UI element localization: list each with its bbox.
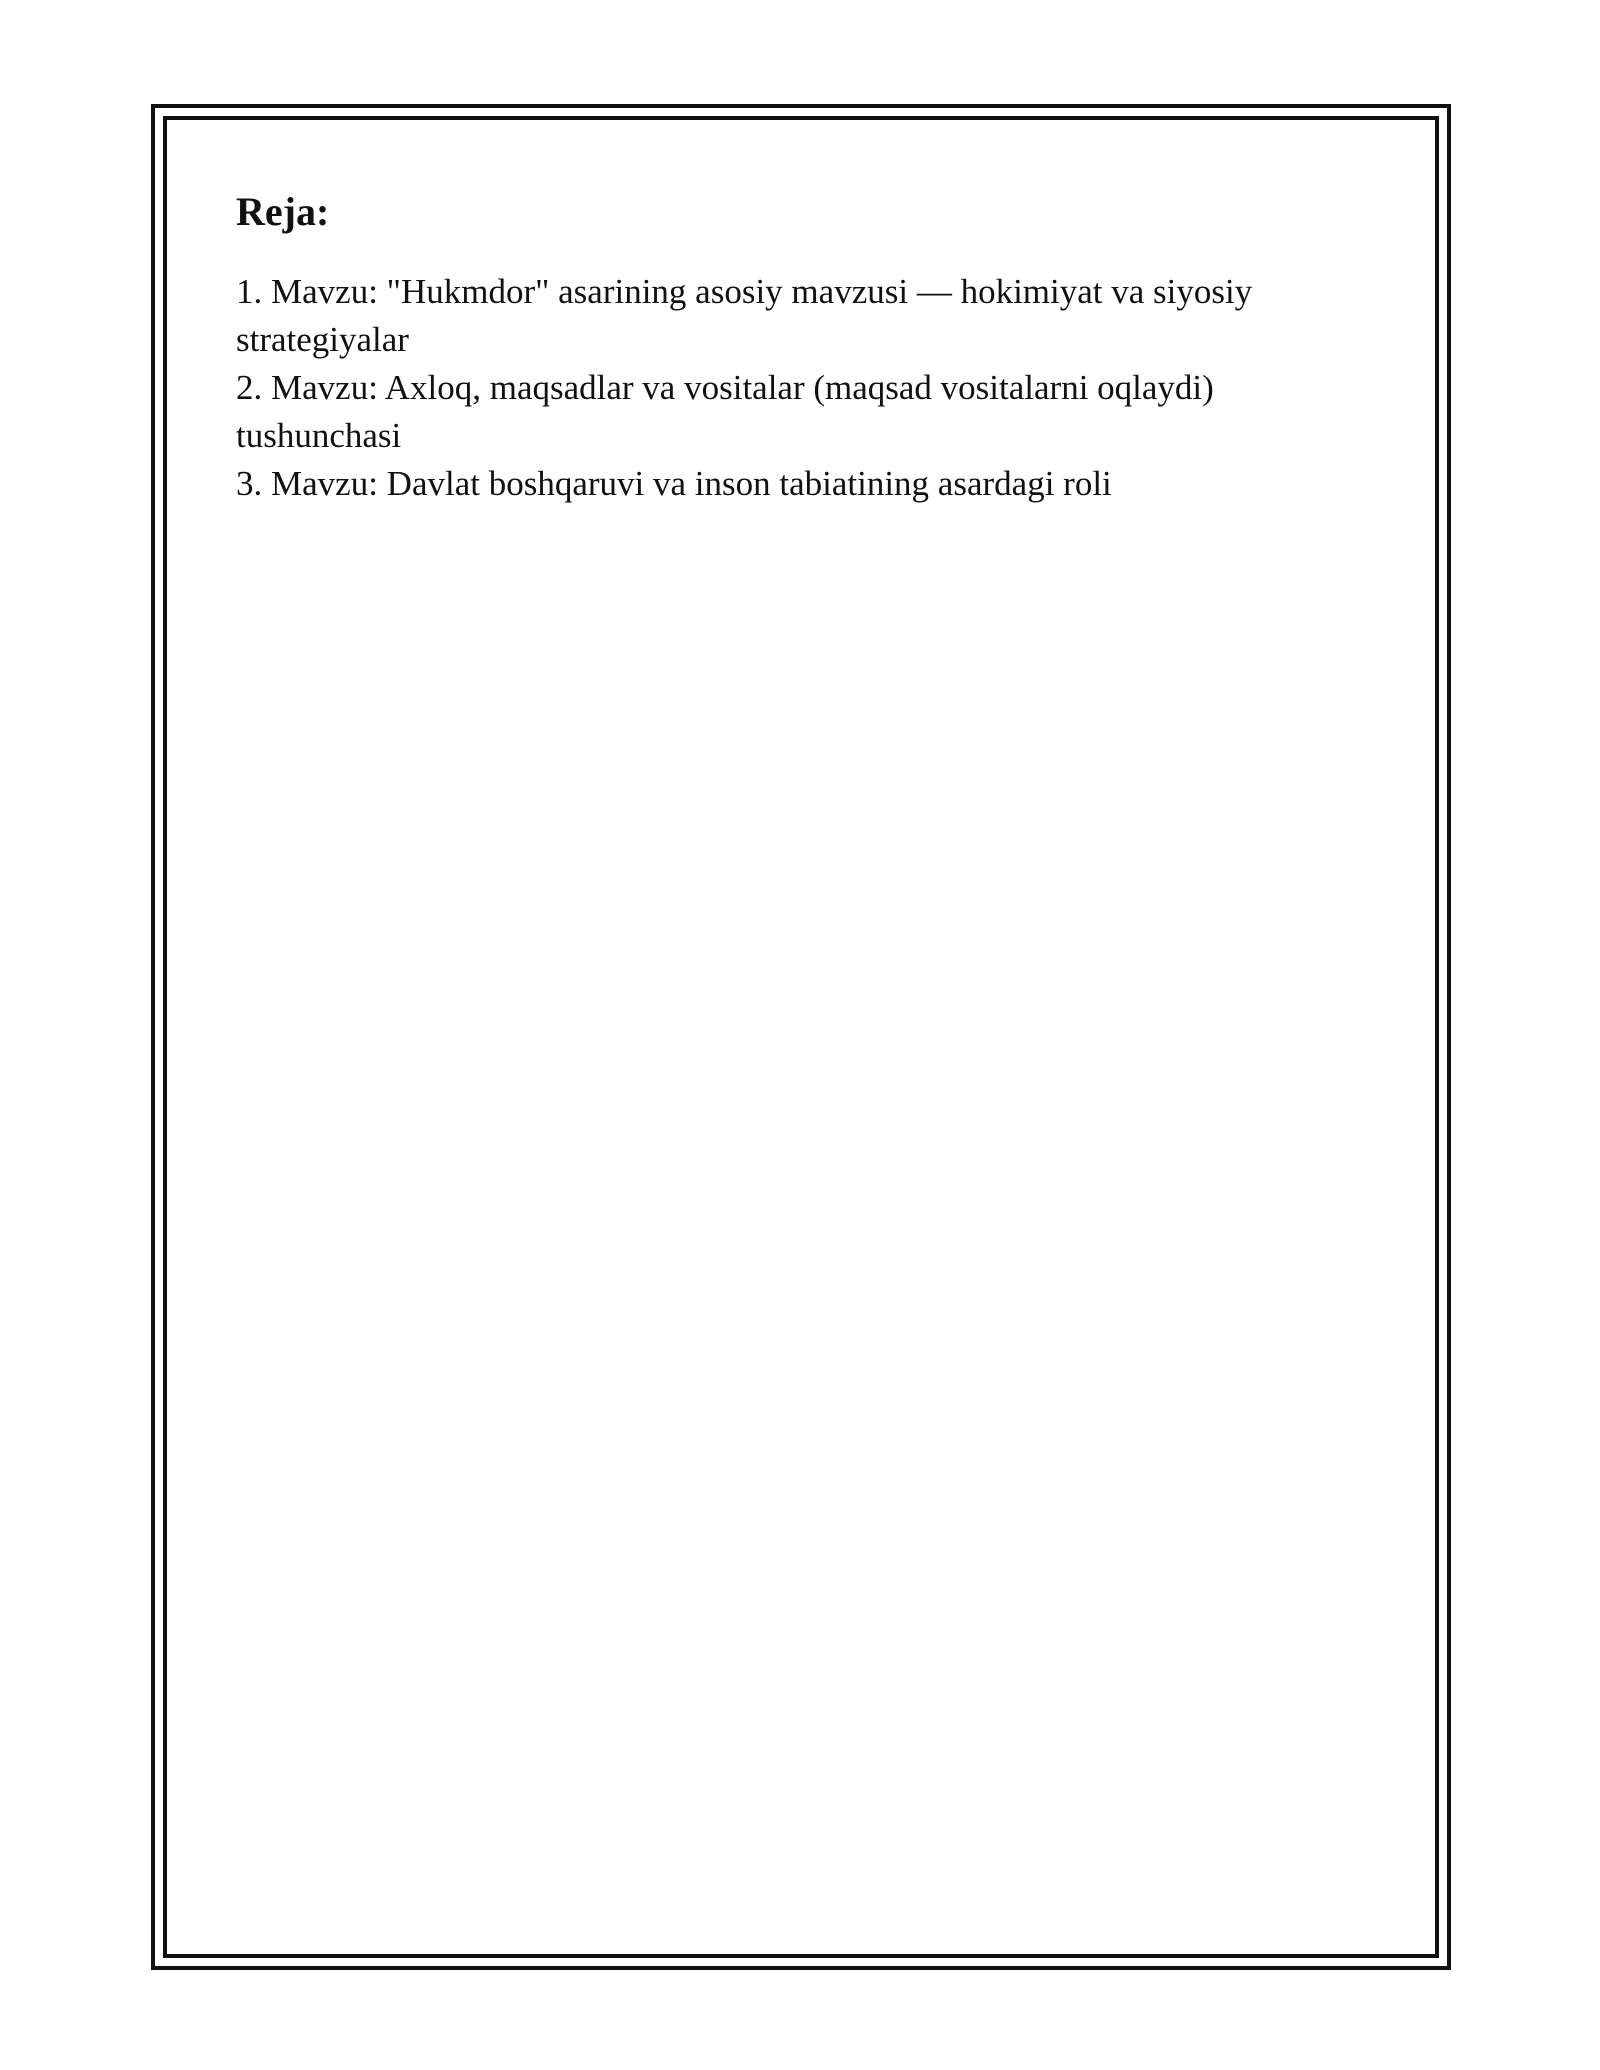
plan-list: [236, 268, 1326, 508]
plan-item-1: 1. Mavzu: "Hukmdor" asarining asosiy mavzusi — hokimiyat va siyosiy strategiyalar: [236, 272, 1253, 359]
plan-heading: Reja:: [236, 189, 330, 234]
plan-item-2: 2. Mavzu: Axloq, maqsadlar va vositalar (maqsad vositalarni oqlaydi) tushunchasi: [236, 368, 1214, 455]
plan-item-3: 3. Mavzu: Davlat boshqaruvi va inson tabiatining asardagi roli: [236, 464, 1112, 503]
page-content: [236, 186, 1326, 508]
